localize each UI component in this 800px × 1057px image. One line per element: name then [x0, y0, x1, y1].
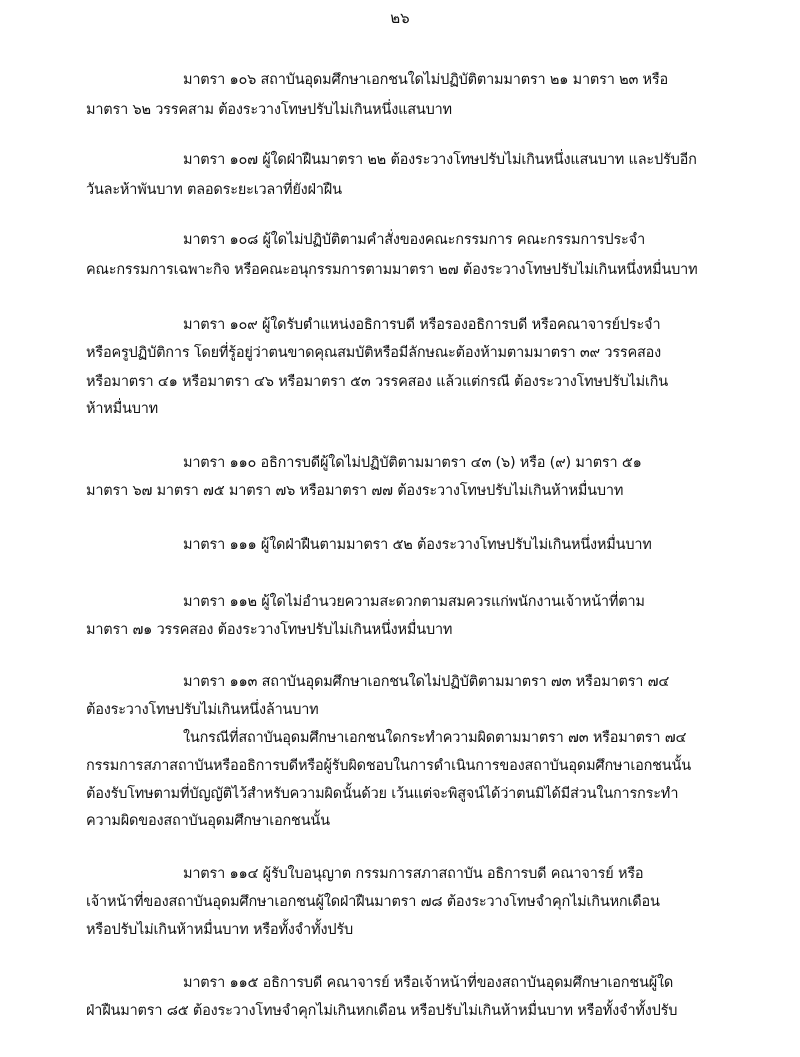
section-113-line-3: ในกรณีที่สถาบันอุดมศึกษาเอกชนใดกระทำความผิดตามมาตรา ๗๓ หรือมาตรา ๗๔	[183, 730, 687, 746]
section-114-line-1: มาตรา ๑๑๔ ผู้รับใบอนุญาต กรรมการสภาสถาบัน อธิการบดี คณาจารย์ หรือ	[183, 866, 644, 882]
section-107-line-2: วันละห้าพันบาท ตลอดระยะเวลาที่ยังฝ่าฝืน	[86, 182, 342, 198]
section-113-line-1: มาตรา ๑๑๓ สถาบันอุดมศึกษาเอกชนใดไม่ปฏิบัติตามมาตรา ๗๓ หรือมาตรา ๗๔	[183, 674, 670, 690]
section-106-line-2: มาตรา ๖๒ วรรคสาม ต้องระวางโทษปรับไม่เกินหนึ่งแสนบาท	[86, 102, 452, 118]
section-106-line-1: มาตรา ๑๐๖ สถาบันอุดมศึกษาเอกชนใดไม่ปฏิบัติตามมาตรา ๒๑ มาตรา ๒๓ หรือ	[183, 72, 669, 88]
section-109-line-3: หรือมาตรา ๔๑ หรือมาตรา ๔๖ หรือมาตรา ๕๓ วรรคสอง แล้วแต่กรณี ต้องระวางโทษปรับไม่เกิน	[86, 374, 668, 390]
section-112-line-2: มาตรา ๗๑ วรรคสอง ต้องระวางโทษปรับไม่เกินหนึ่งหมื่นบาท	[86, 622, 453, 638]
page-number: ๒๖	[390, 9, 410, 27]
section-109-line-1: มาตรา ๑๐๙ ผู้ใดรับตำแหน่งอธิการบดี หรือรองอธิการบดี หรือคณาจารย์ประจำ	[183, 317, 661, 333]
section-114-line-2: เจ้าหน้าที่ของสถาบันอุดมศึกษาเอกชนผู้ใดฝ่าฝืนมาตรา ๗๘ ต้องระวางโทษจำคุกไม่เกินหกเดือน	[86, 894, 660, 910]
section-111-line-1: มาตรา ๑๑๑ ผู้ใดฝ่าฝืนตามมาตรา ๕๒ ต้องระวางโทษปรับไม่เกินหนึ่งหมื่นบาท	[183, 537, 652, 553]
section-114-line-3: หรือปรับไม่เกินห้าหมื่นบาท หรือทั้งจำทั้งปรับ	[86, 922, 353, 938]
section-109-line-4: ห้าหมื่นบาท	[86, 401, 159, 417]
section-113-line-2: ต้องระวางโทษปรับไม่เกินหนึ่งล้านบาท	[86, 702, 319, 718]
section-108-line-1: มาตรา ๑๐๘ ผู้ใดไม่ปฏิบัติตามคำสั่งของคณะกรรมการ คณะกรรมการประจำ	[183, 232, 646, 248]
section-110-line-1: มาตรา ๑๑๐ อธิการบดีผู้ใดไม่ปฏิบัติตามมาตรา ๔๓ (๖) หรือ (๙) มาตรา ๕๑	[183, 455, 642, 471]
section-108-line-2: คณะกรรมการเฉพาะกิจ หรือคณะอนุกรรมการตามมาตรา ๒๗ ต้องระวางโทษปรับไม่เกินหนึ่งหมื่นบาท	[86, 262, 698, 278]
section-113-line-6: ความผิดของสถาบันอุดมศึกษาเอกชนนั้น	[86, 813, 330, 829]
section-107-line-1: มาตรา ๑๐๗ ผู้ใดฝ่าฝืนมาตรา ๒๒ ต้องระวางโทษปรับไม่เกินหนึ่งแสนบาท และปรับอีก	[183, 152, 697, 168]
section-109-line-2: หรือครูปฏิบัติการ โดยที่รู้อยู่ว่าตนขาดคุณสมบัติหรือมีลักษณะต้องห้ามตามมาตรา ๓๙ วรรคสอง	[86, 345, 662, 361]
section-115-line-2: ฝ่าฝืนมาตรา ๘๕ ต้องระวางโทษจำคุกไม่เกินหกเดือน หรือปรับไม่เกินห้าหมื่นบาท หรือทั้งจำทั้งปรับ	[86, 1003, 678, 1019]
section-110-line-2: มาตรา ๖๗ มาตรา ๗๕ มาตรา ๗๖ หรือมาตรา ๗๗ ต้องระวางโทษปรับไม่เกินห้าหมื่นบาท	[86, 483, 624, 499]
section-115-line-1: มาตรา ๑๑๕ อธิการบดี คณาจารย์ หรือเจ้าหน้าที่ของสถาบันอุดมศึกษาเอกชนผู้ใด	[183, 975, 674, 991]
section-112-line-1: มาตรา ๑๑๒ ผู้ใดไม่อำนวยความสะดวกตามสมควรแก่พนักงานเจ้าหน้าที่ตาม	[183, 594, 645, 610]
section-113-line-5: ต้องรับโทษตามที่บัญญัติไว้สำหรับความผิดนั้นด้วย เว้นแต่จะพิสูจน์ได้ว่าตนมิได้มีส่วนในการกระทำ	[86, 786, 679, 802]
section-113-line-4: กรรมการสภาสถาบันหรืออธิการบดีหรือผู้รับผิดชอบในการดำเนินการของสถาบันอุดมศึกษาเอกชนนั้น	[86, 758, 691, 774]
